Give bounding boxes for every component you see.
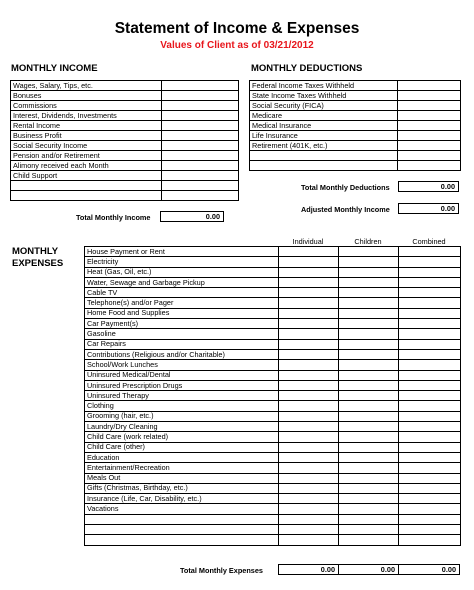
income-row-label <box>11 191 162 201</box>
expenses-heading-line2: EXPENSES <box>12 258 64 269</box>
income-amount-cell[interactable] <box>162 81 239 91</box>
expense-combined-cell[interactable] <box>399 380 461 390</box>
expense-combined-cell[interactable] <box>399 288 461 298</box>
expense-children-cell[interactable] <box>339 401 399 411</box>
expense-row <box>85 298 461 308</box>
total-deductions-label: Total Monthly Deductions <box>301 183 390 192</box>
expense-row-label: Telephone(s) and/or Pager <box>85 298 279 308</box>
expense-children-cell[interactable] <box>339 288 399 298</box>
expense-combined-cell[interactable] <box>399 432 461 442</box>
expense-row <box>85 504 461 514</box>
expense-children-cell[interactable] <box>339 422 399 432</box>
expense-individual-cell[interactable] <box>279 514 339 524</box>
deduction-row <box>250 101 461 111</box>
expense-combined-cell[interactable] <box>399 473 461 483</box>
expense-individual-cell[interactable] <box>279 463 339 473</box>
expenses-table <box>84 246 461 546</box>
expense-row-label <box>85 525 279 535</box>
deduction-row-label <box>250 161 398 171</box>
col-individual: Individual <box>292 237 324 246</box>
income-amount-cell[interactable] <box>162 111 239 121</box>
expense-row <box>85 432 461 442</box>
expense-individual-cell[interactable] <box>279 267 339 277</box>
expense-individual-cell[interactable] <box>279 370 339 380</box>
deduction-amount-cell[interactable] <box>398 101 461 111</box>
expense-individual-cell[interactable] <box>279 494 339 504</box>
deduction-row <box>250 121 461 131</box>
deduction-row-label: Retirement (401K, etc.) <box>250 141 398 151</box>
expense-combined-cell[interactable] <box>399 525 461 535</box>
expense-row <box>85 401 461 411</box>
income-row <box>11 191 239 201</box>
expense-combined-cell[interactable] <box>399 247 461 257</box>
expense-row <box>85 535 461 545</box>
deduction-row <box>250 131 461 141</box>
income-row <box>11 131 239 141</box>
expense-row-label: Gasoline <box>85 329 279 339</box>
income-row <box>11 181 239 191</box>
expense-children-cell[interactable] <box>339 247 399 257</box>
expense-row-label <box>85 514 279 524</box>
expense-combined-cell[interactable] <box>399 514 461 524</box>
expense-combined-cell[interactable] <box>399 277 461 287</box>
income-amount-cell[interactable] <box>162 141 239 151</box>
expense-row-label: Uninsured Therapy <box>85 391 279 401</box>
deduction-row-label <box>250 151 398 161</box>
income-row <box>11 171 239 181</box>
expense-individual-cell[interactable] <box>279 247 339 257</box>
deduction-amount-cell[interactable] <box>398 91 461 101</box>
deduction-row-label: Federal Income Taxes Withheld <box>250 81 398 91</box>
expense-individual-cell[interactable] <box>279 391 339 401</box>
total-expenses-individual[interactable]: 0.00 <box>278 564 339 575</box>
expense-individual-cell[interactable] <box>279 452 339 462</box>
expense-combined-cell[interactable] <box>399 442 461 452</box>
expense-individual-cell[interactable] <box>279 298 339 308</box>
deduction-amount-cell[interactable] <box>398 161 461 171</box>
expense-children-cell[interactable] <box>339 525 399 535</box>
expense-individual-cell[interactable] <box>279 349 339 359</box>
deductions-table <box>249 80 461 171</box>
col-combined: Combined <box>412 237 446 246</box>
expense-individual-cell[interactable] <box>279 360 339 370</box>
income-amount-cell[interactable] <box>162 151 239 161</box>
deduction-amount-cell[interactable] <box>398 121 461 131</box>
expense-row <box>85 370 461 380</box>
income-heading: MONTHLY INCOME <box>11 63 98 74</box>
expense-individual-cell[interactable] <box>279 432 339 442</box>
expense-row <box>85 483 461 493</box>
expense-row <box>85 349 461 359</box>
deduction-amount-cell[interactable] <box>398 151 461 161</box>
adjusted-income-value[interactable]: 0.00 <box>398 203 459 214</box>
income-amount-cell[interactable] <box>162 91 239 101</box>
expense-row-label: Child Care (other) <box>85 442 279 452</box>
page-subtitle: Values of Client as of 03/21/2012 <box>160 40 314 51</box>
income-row <box>11 161 239 171</box>
page-title: Statement of Income & Expenses <box>114 20 360 37</box>
expense-combined-cell[interactable] <box>399 360 461 370</box>
expense-row <box>85 339 461 349</box>
expense-row <box>85 525 461 535</box>
expense-combined-cell[interactable] <box>399 308 461 318</box>
expense-row-label: Gifts (Christmas, Birthday, etc.) <box>85 483 279 493</box>
expense-children-cell[interactable] <box>339 339 399 349</box>
expense-individual-cell[interactable] <box>279 288 339 298</box>
deductions-heading: MONTHLY DEDUCTIONS <box>251 63 363 74</box>
expense-combined-cell[interactable] <box>399 391 461 401</box>
expense-row <box>85 463 461 473</box>
expense-individual-cell[interactable] <box>279 411 339 421</box>
expense-individual-cell[interactable] <box>279 319 339 329</box>
expense-combined-cell[interactable] <box>399 452 461 462</box>
deduction-row <box>250 151 461 161</box>
total-income-value[interactable]: 0.00 <box>160 211 224 222</box>
expense-children-cell[interactable] <box>339 463 399 473</box>
expense-row <box>85 494 461 504</box>
expense-row-label: Home Food and Supplies <box>85 308 279 318</box>
deduction-row-label: State Income Taxes Withheld <box>250 91 398 101</box>
expense-children-cell[interactable] <box>339 535 399 545</box>
expense-combined-cell[interactable] <box>399 329 461 339</box>
expense-row <box>85 319 461 329</box>
income-row-label: Pension and/or Retirement <box>11 151 162 161</box>
expense-row <box>85 391 461 401</box>
expense-children-cell[interactable] <box>339 277 399 287</box>
expense-children-cell[interactable] <box>339 370 399 380</box>
expense-children-cell[interactable] <box>339 391 399 401</box>
expense-children-cell[interactable] <box>339 473 399 483</box>
expense-children-cell[interactable] <box>339 494 399 504</box>
expense-row-label: Water, Sewage and Garbage Pickup <box>85 277 279 287</box>
expense-row <box>85 452 461 462</box>
income-row <box>11 121 239 131</box>
expense-row <box>85 257 461 267</box>
expense-combined-cell[interactable] <box>399 298 461 308</box>
expenses-heading-line1: MONTHLY <box>12 246 59 257</box>
deduction-row <box>250 91 461 101</box>
income-row <box>11 111 239 121</box>
income-amount-cell[interactable] <box>162 171 239 181</box>
expense-combined-cell[interactable] <box>399 504 461 514</box>
expense-combined-cell[interactable] <box>399 370 461 380</box>
expense-individual-cell[interactable] <box>279 535 339 545</box>
income-row-label: Business Profit <box>11 131 162 141</box>
income-amount-cell[interactable] <box>162 191 239 201</box>
total-expenses-combined[interactable]: 0.00 <box>398 564 460 575</box>
expense-row <box>85 422 461 432</box>
income-row <box>11 91 239 101</box>
expense-combined-cell[interactable] <box>399 494 461 504</box>
income-row-label: Interest, Dividends, Investments <box>11 111 162 121</box>
expense-row <box>85 277 461 287</box>
deduction-row <box>250 141 461 151</box>
deduction-row-label: Social Security (FICA) <box>250 101 398 111</box>
expense-row-label: Contributions (Religious and/or Charitable) <box>85 349 279 359</box>
expense-row-label: School/Work Lunches <box>85 360 279 370</box>
expense-individual-cell[interactable] <box>279 442 339 452</box>
expense-combined-cell[interactable] <box>399 339 461 349</box>
income-row-label: Alimony received each Month <box>11 161 162 171</box>
income-row-label: Child Support <box>11 171 162 181</box>
income-row <box>11 141 239 151</box>
expense-individual-cell[interactable] <box>279 483 339 493</box>
expense-row <box>85 411 461 421</box>
income-amount-cell[interactable] <box>162 101 239 111</box>
expense-individual-cell[interactable] <box>279 308 339 318</box>
deduction-row-label: Medicare <box>250 111 398 121</box>
expense-children-cell[interactable] <box>339 349 399 359</box>
expense-row <box>85 360 461 370</box>
total-deductions-value[interactable]: 0.00 <box>398 181 459 192</box>
expense-individual-cell[interactable] <box>279 401 339 411</box>
expense-row-label: Uninsured Prescription Drugs <box>85 380 279 390</box>
expense-row-label: Vacations <box>85 504 279 514</box>
expense-row-label: Clothing <box>85 401 279 411</box>
expense-row-label: Education <box>85 452 279 462</box>
expense-children-cell[interactable] <box>339 483 399 493</box>
expense-row-label: Meals Out <box>85 473 279 483</box>
total-expenses-children[interactable]: 0.00 <box>338 564 399 575</box>
expense-combined-cell[interactable] <box>399 267 461 277</box>
deduction-row <box>250 111 461 121</box>
expense-row-label: Insurance (Life, Car, Disability, etc.) <box>85 494 279 504</box>
deduction-amount-cell[interactable] <box>398 81 461 91</box>
income-row-label: Bonuses <box>11 91 162 101</box>
expense-combined-cell[interactable] <box>399 483 461 493</box>
expense-row-label <box>85 535 279 545</box>
expense-row <box>85 442 461 452</box>
expense-combined-cell[interactable] <box>399 257 461 267</box>
deduction-row <box>250 81 461 91</box>
income-row-label: Commissions <box>11 101 162 111</box>
deduction-row-label: Medical Insurance <box>250 121 398 131</box>
col-children: Children <box>354 237 382 246</box>
income-amount-cell[interactable] <box>162 121 239 131</box>
deduction-amount-cell[interactable] <box>398 141 461 151</box>
expense-individual-cell[interactable] <box>279 329 339 339</box>
income-row <box>11 101 239 111</box>
expense-row <box>85 267 461 277</box>
income-row-label: Rental Income <box>11 121 162 131</box>
expense-row <box>85 247 461 257</box>
expense-row <box>85 380 461 390</box>
expense-children-cell[interactable] <box>339 308 399 318</box>
income-row <box>11 81 239 91</box>
income-amount-cell[interactable] <box>162 181 239 191</box>
expense-combined-cell[interactable] <box>399 422 461 432</box>
expense-combined-cell[interactable] <box>399 349 461 359</box>
expense-row-label: House Payment or Rent <box>85 247 279 257</box>
expense-row-label: Car Repairs <box>85 339 279 349</box>
expense-combined-cell[interactable] <box>399 319 461 329</box>
expense-children-cell[interactable] <box>339 360 399 370</box>
expense-children-cell[interactable] <box>339 432 399 442</box>
expense-children-cell[interactable] <box>339 380 399 390</box>
deduction-row-label: Life Insurance <box>250 131 398 141</box>
income-row-label: Social Security Income <box>11 141 162 151</box>
expense-individual-cell[interactable] <box>279 277 339 287</box>
expense-individual-cell[interactable] <box>279 422 339 432</box>
expense-children-cell[interactable] <box>339 329 399 339</box>
expense-children-cell[interactable] <box>339 442 399 452</box>
expense-individual-cell[interactable] <box>279 504 339 514</box>
expense-row <box>85 329 461 339</box>
expense-row <box>85 473 461 483</box>
expense-children-cell[interactable] <box>339 267 399 277</box>
expense-children-cell[interactable] <box>339 319 399 329</box>
income-amount-cell[interactable] <box>162 161 239 171</box>
expense-individual-cell[interactable] <box>279 473 339 483</box>
expense-children-cell[interactable] <box>339 504 399 514</box>
income-row-label <box>11 181 162 191</box>
expense-row-label: Child Care (work related) <box>85 432 279 442</box>
expense-row-label: Uninsured Medical/Dental <box>85 370 279 380</box>
expense-combined-cell[interactable] <box>399 463 461 473</box>
expenses-heading <box>12 246 63 270</box>
total-income-label: Total Monthly Income <box>76 213 151 222</box>
expense-row-label: Entertainment/Recreation <box>85 463 279 473</box>
expense-children-cell[interactable] <box>339 514 399 524</box>
expense-children-cell[interactable] <box>339 298 399 308</box>
expense-row-label: Heat (Gas, Oil, etc.) <box>85 267 279 277</box>
income-row-label: Wages, Salary, Tips, etc. <box>11 81 162 91</box>
expense-combined-cell[interactable] <box>399 411 461 421</box>
adjusted-income-label: Adjusted Monthly Income <box>301 205 390 214</box>
income-row <box>11 151 239 161</box>
deduction-amount-cell[interactable] <box>398 111 461 121</box>
expense-individual-cell[interactable] <box>279 257 339 267</box>
deduction-amount-cell[interactable] <box>398 131 461 141</box>
expense-combined-cell[interactable] <box>399 535 461 545</box>
expense-row-label: Grooming (hair, etc.) <box>85 411 279 421</box>
total-expenses-label: Total Monthly Expenses <box>180 566 263 575</box>
expense-children-cell[interactable] <box>339 257 399 267</box>
expense-children-cell[interactable] <box>339 452 399 462</box>
expense-row <box>85 308 461 318</box>
expense-row-label: Car Payment(s) <box>85 319 279 329</box>
expense-row <box>85 288 461 298</box>
expense-individual-cell[interactable] <box>279 339 339 349</box>
expense-combined-cell[interactable] <box>399 401 461 411</box>
income-amount-cell[interactable] <box>162 131 239 141</box>
expense-row <box>85 514 461 524</box>
expense-children-cell[interactable] <box>339 411 399 421</box>
expense-row-label: Cable TV <box>85 288 279 298</box>
expense-individual-cell[interactable] <box>279 380 339 390</box>
income-table <box>10 80 239 201</box>
expense-row-label: Electricity <box>85 257 279 267</box>
expense-row-label: Laundry/Dry Cleaning <box>85 422 279 432</box>
deduction-row <box>250 161 461 171</box>
expense-individual-cell[interactable] <box>279 525 339 535</box>
